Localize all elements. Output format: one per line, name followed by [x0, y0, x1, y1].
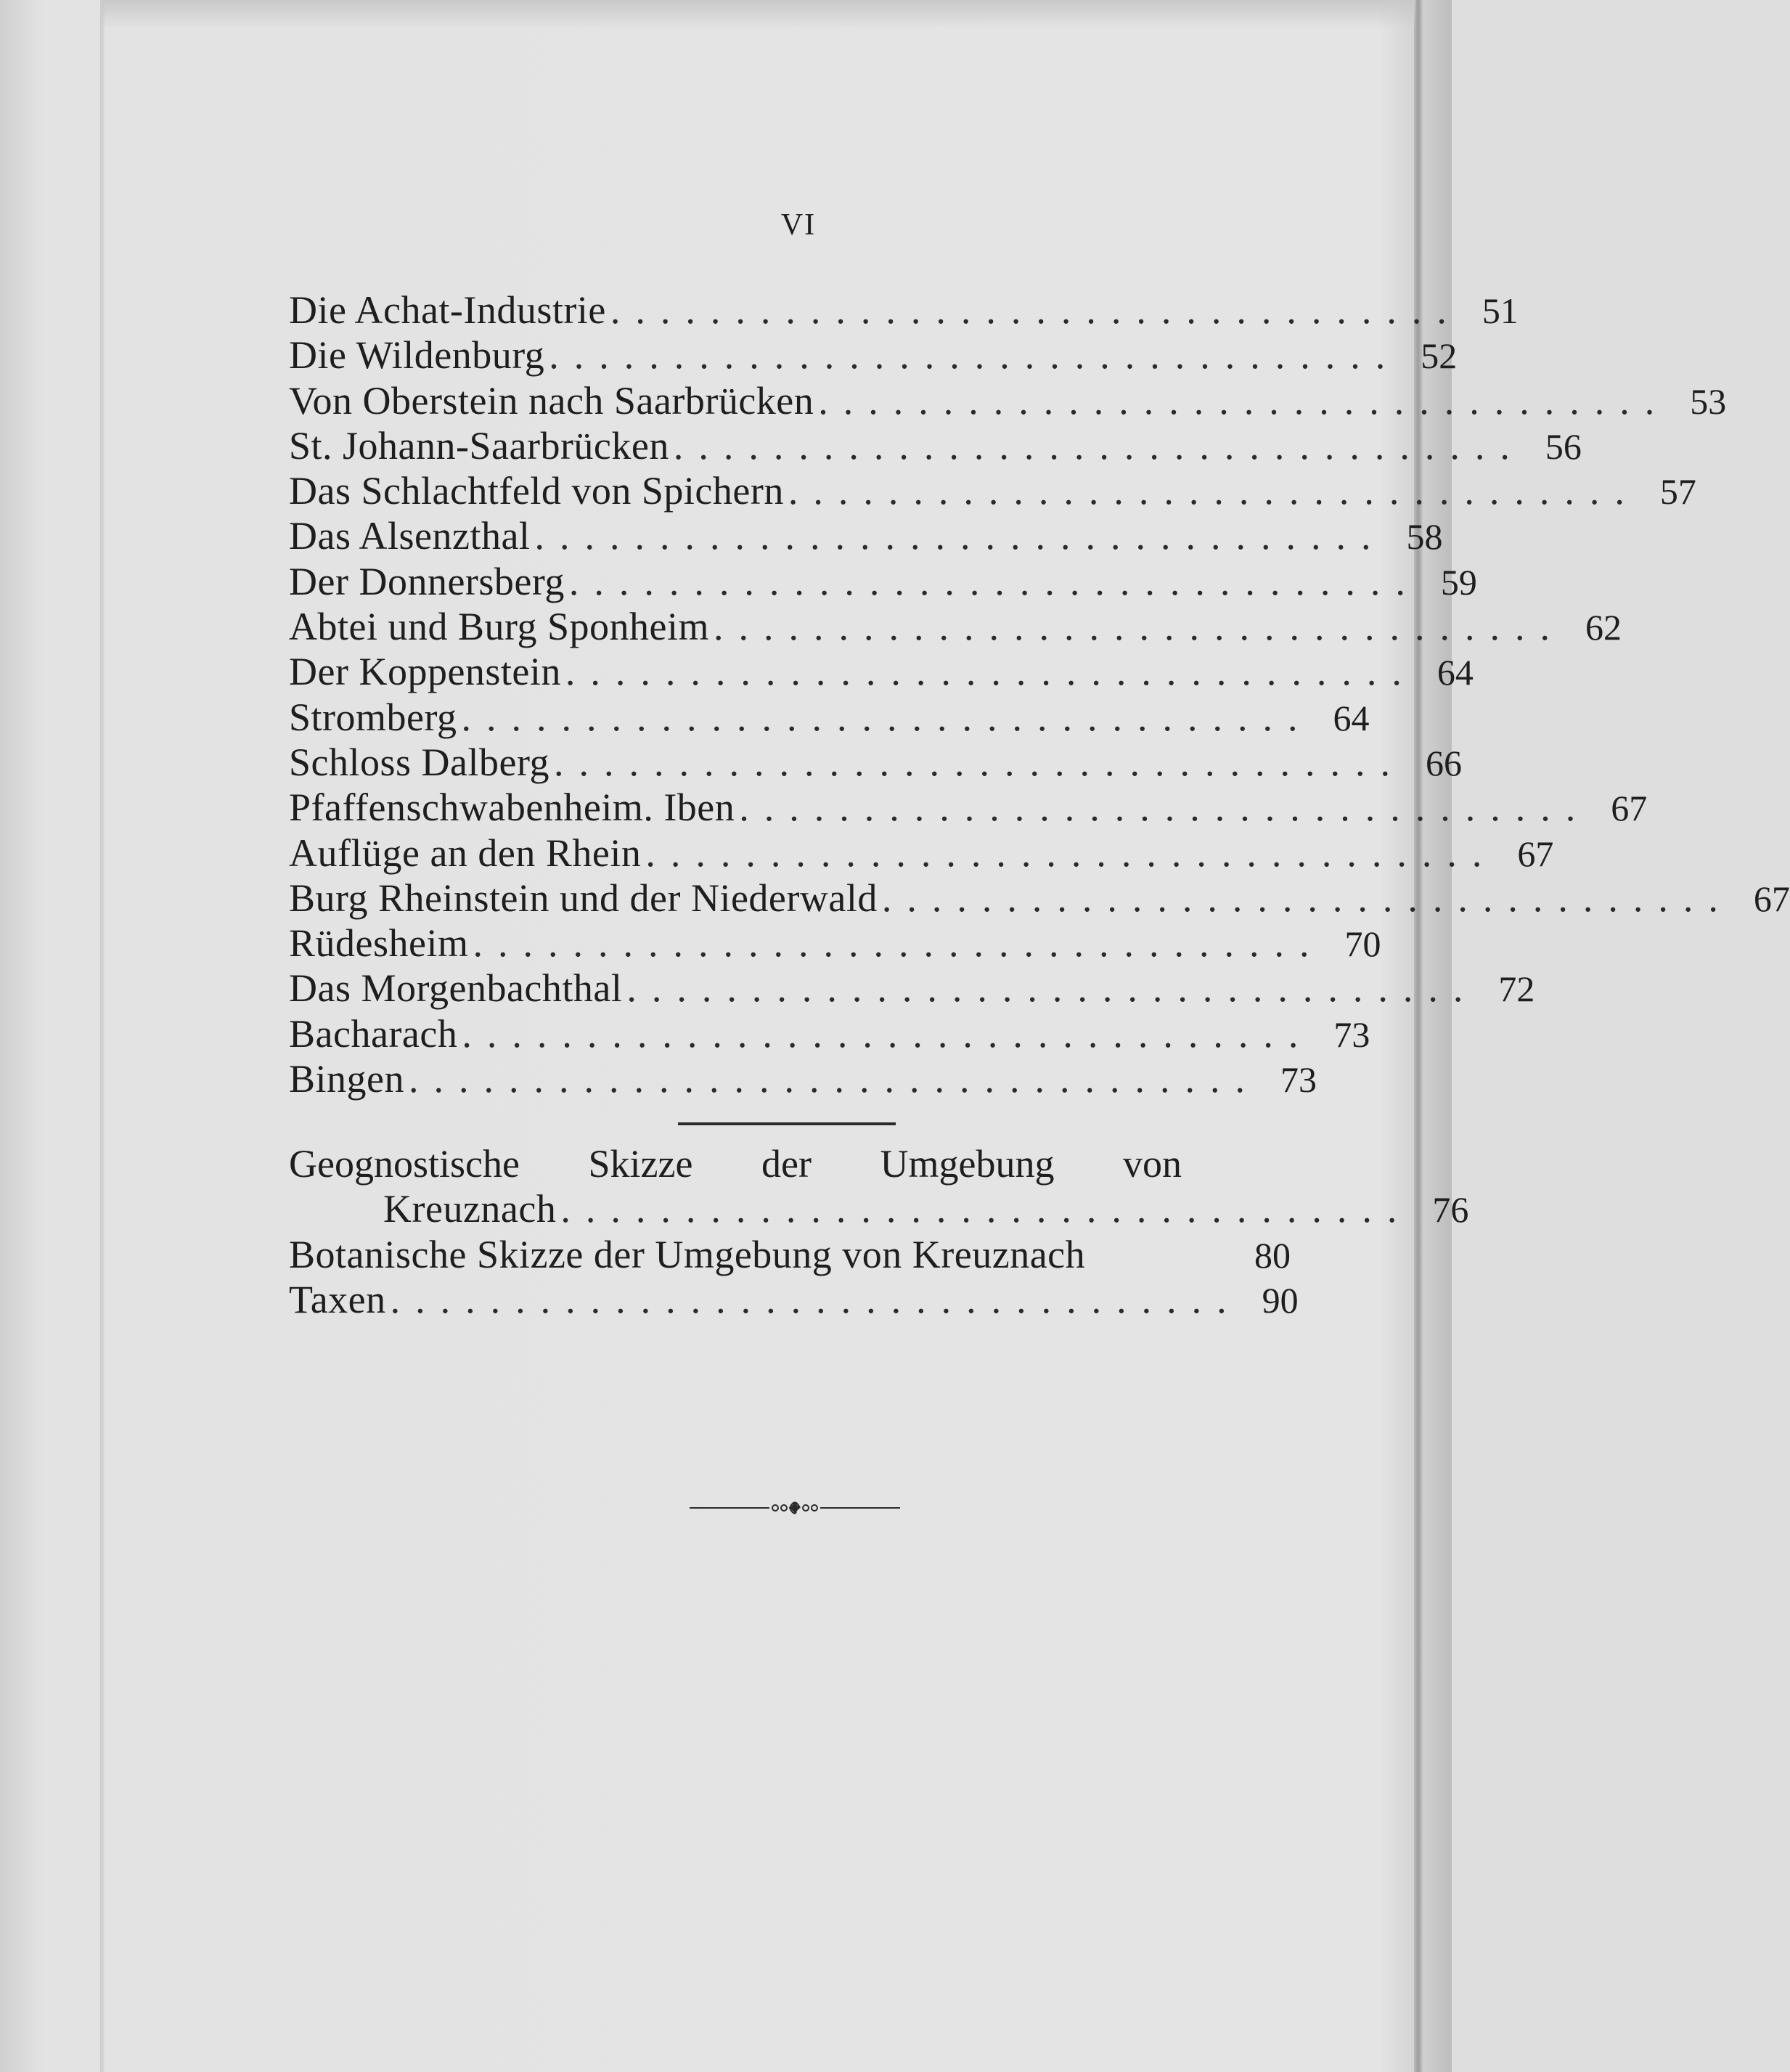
toc-entry-page: 80: [1254, 1234, 1291, 1276]
toc-entry-page: 72: [1498, 968, 1535, 1010]
table-of-contents: [289, 287, 1790, 1101]
toc-entry-page: 73: [1280, 1059, 1317, 1101]
toc-entry-geognostic-line1: [289, 1141, 1182, 1186]
dot-leader: ..................................: [739, 786, 1591, 830]
toc-entry-geognostic-line2: [289, 1186, 1469, 1231]
toc-entry-page: 56: [1545, 425, 1582, 467]
toc-entry-title: Pfaffenschwabenheim. Iben: [289, 786, 735, 830]
toc-entry-page: 58: [1406, 516, 1443, 558]
section-divider-rule: [678, 1122, 896, 1125]
toc-entry-title: Kreuznach: [383, 1187, 557, 1231]
toc-entry-title: Der Koppenstein: [289, 650, 561, 694]
dot-leader: ..................................: [409, 1057, 1260, 1101]
dot-leader: ..................................: [549, 333, 1401, 378]
appendix-contents: [289, 1141, 1469, 1322]
dot-leader: ..................................: [534, 514, 1386, 558]
dot-leader: ..................................: [461, 695, 1313, 739]
toc-entry: [289, 378, 1727, 423]
dot-leader: ..................................: [473, 921, 1325, 966]
toc-entry-title: Der Donnersberg: [289, 559, 565, 603]
toc-entry-title: Das Schlachtfeld von Spichern: [289, 469, 784, 513]
toc-entry-title: Das Morgenbachthal: [289, 966, 623, 1011]
toc-entry-page: 64: [1333, 697, 1370, 738]
word: der: [761, 1142, 812, 1186]
dot-leader: ..................................: [610, 288, 1462, 332]
toc-entry-page: 70: [1344, 923, 1381, 965]
dot-leader: ..................................: [568, 559, 1421, 603]
dot-leader: ..................................: [714, 605, 1566, 649]
toc-entry-title: Die Achat-Industrie: [289, 288, 606, 332]
dot-leader: ..................................: [560, 1187, 1413, 1231]
toc-entry: [289, 423, 1582, 468]
toc-entry: [289, 468, 1696, 513]
toc-entry-title: Die Wildenburg: [289, 333, 545, 378]
page-number: VI: [780, 208, 817, 242]
dot-leader: ..................................: [788, 469, 1640, 513]
toc-entry-title: Taxen: [289, 1277, 386, 1321]
toc-entry: [289, 1056, 1317, 1101]
toc-entry-page: 53: [1690, 380, 1727, 422]
toc-entry-title: Bingen: [289, 1057, 404, 1101]
page-edge-left: [100, 0, 105, 2072]
toc-entry-botanic: [289, 1232, 1291, 1277]
toc-entry-title: Auflüge an den Rhein: [289, 831, 642, 875]
toc-entry-page: 66: [1425, 742, 1462, 783]
toc-entry-page: 67: [1611, 788, 1648, 829]
toc-entry: [289, 695, 1370, 740]
dot-leader: ..................................: [626, 966, 1479, 1011]
dot-leader: ..................................: [565, 650, 1417, 694]
toc-entry-page: 59: [1440, 561, 1477, 603]
toc-entry-taxen: [289, 1277, 1299, 1322]
toc-entry: [289, 649, 1474, 694]
toc-entry: [289, 1011, 1370, 1056]
word: Umgebung: [880, 1142, 1055, 1186]
dot-leader: ..................................: [818, 378, 1670, 423]
toc-entry-title: Botanische Skizze der Umgebung von Kreuznach: [289, 1232, 1086, 1276]
toc-entry-page: 64: [1437, 652, 1474, 693]
toc-entry-title: Abtei und Burg Sponheim: [289, 605, 710, 649]
word: Skizze: [588, 1142, 693, 1186]
dot-leader: ..................................: [881, 876, 1733, 920]
page-top-shade: [102, 0, 1415, 29]
toc-entry-page: 73: [1333, 1013, 1370, 1055]
toc-entry-title: Das Alsenzthal: [289, 514, 531, 558]
toc-entry: [289, 740, 1462, 785]
toc-entry: [289, 559, 1477, 604]
toc-entry-page: 67: [1753, 878, 1790, 919]
toc-entry-title: Schloss Dalberg: [289, 740, 549, 784]
toc-entry-page: 67: [1517, 833, 1554, 874]
toc-entry-title: St. Johann-Saarbrücken: [289, 423, 669, 468]
toc-entry: [289, 966, 1535, 1011]
dot-leader: ..................................: [553, 740, 1405, 784]
toc-entry: [289, 831, 1554, 876]
dot-leader: ..................................: [390, 1277, 1242, 1321]
toc-entry-title: Stromberg: [289, 695, 457, 739]
ornament-divider-icon: [690, 1497, 900, 1519]
toc-entry: [289, 333, 1458, 378]
toc-entry-page: 57: [1659, 471, 1696, 513]
toc-entry-page: 51: [1482, 290, 1519, 331]
dot-leader: ..................................: [645, 831, 1497, 875]
toc-entry-title: Von Oberstein nach Saarbrücken: [289, 378, 814, 423]
toc-entry-page: 76: [1432, 1189, 1469, 1231]
toc-entry: [289, 785, 1648, 830]
dot-leader: ..................................: [462, 1011, 1314, 1056]
word: Geognostische: [289, 1142, 520, 1186]
toc-entry-page: 52: [1421, 335, 1458, 377]
toc-entry: [289, 513, 1443, 558]
toc-entry-title: Burg Rheinstein und der Niederwald: [289, 876, 878, 920]
toc-entry-page: 90: [1262, 1279, 1299, 1321]
dot-leader: ..................................: [673, 423, 1525, 468]
toc-entry-title: Rüdesheim: [289, 921, 469, 966]
toc-entry-page: 62: [1585, 607, 1622, 648]
toc-entry-title: Bacharach: [289, 1011, 458, 1056]
toc-entry: [289, 921, 1381, 966]
toc-entry: [289, 287, 1519, 333]
word: von: [1123, 1142, 1182, 1186]
toc-entry: [289, 604, 1622, 649]
toc-entry: [289, 876, 1790, 921]
